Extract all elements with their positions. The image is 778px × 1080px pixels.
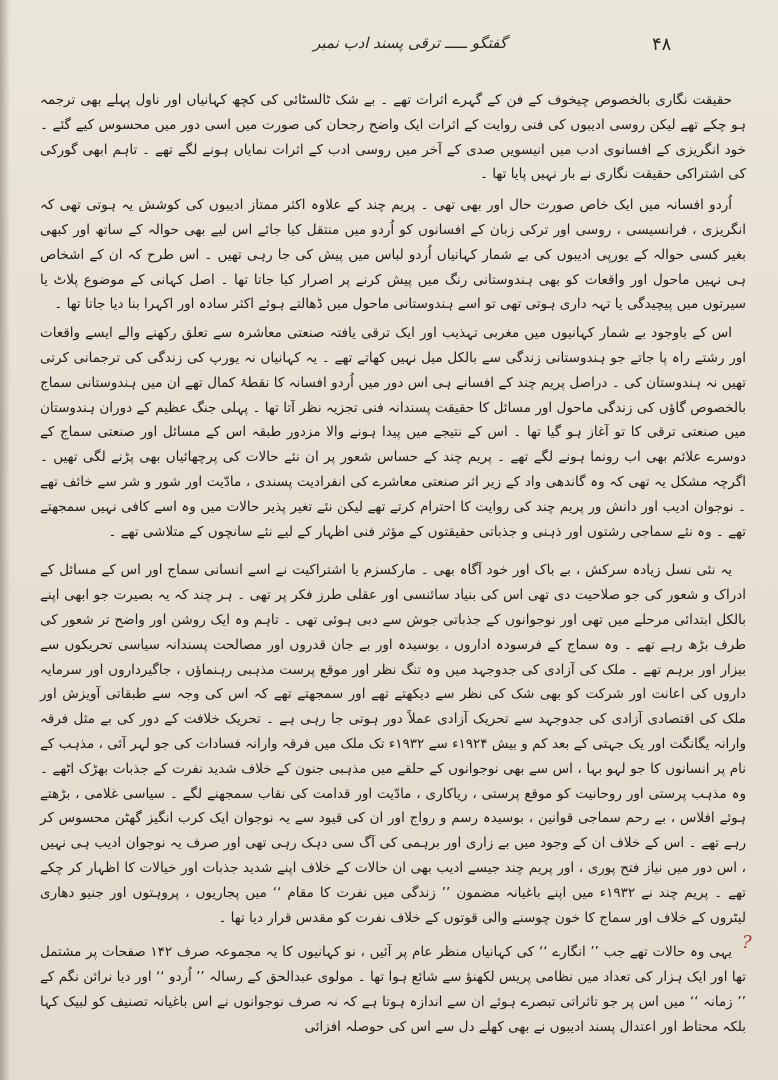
page-number: ۴۸: [652, 34, 672, 55]
paragraph-premchand: اس کے باوجود بے شمار کہانیوں میں مغربی تہذیب اور ایک ترقی یافتہ صنعتی معاشرہ سے تعلق رکھنے والے ایسے واقعات اور رشتے راہ پا جاتے جو ہندوستانی زندگی سے بالکل میل نہیں کھاتے تھے ۔ یہ کہانیاں نہ یورپ کی زندگی کی ترجمانی کرتی تھیں نہ ہندوستان کی ۔ دراصل پریم چند کے افسانے ہی اس دور میں اُردو افسانہ کا نقطۂ کمال تھے ان میں ہندوستانی سماج بالخصوص گاؤں کی زندگی ماحول اور مسائل کا حقیقت پسندانہ فنی تجزیہ نظر آتا تھا ۔ پہلی جنگ عظیم کے دوران ہندوستان میں صنعتی ترقی کا تو آغاز ہو گیا تھا ۔ اس کے نتیجے میں پیدا ہونے والا مزدور طبقہ اس کے مسائل اور صنعتی سماج کے دوسرے علائم بھی اب رونما ہونے لگے تھے ۔ پریم چند کے حساس شعور پر ان نئے حالات کی پرچھائیاں بھی پڑنے لگی تھیں ۔ اگرچہ مشکل یہ تھی کہ وہ گاندھی واد کے زیر اثر صنعتی معاشرے کی انفرادیت پسندی ، مادّیت اور شور و شر سے خائف تھے ۔ نوجوان ادیب اور دانش ور پریم چند کی روایت کا احترام کرتے تھے لیکن نئے تغیر پذیر حالات میں وہ اسے کافی نہیں سمجھتے تھے ۔ وہ نئے سماجی رشتوں اور ذہنی و جذباتی حقیقتوں کے مؤثر فنی اظہار کے لیے نئے سانچوں کے متلاشی تھے ۔: [40, 325, 746, 540]
page-edge-shadow: [0, 0, 10, 1080]
body-text: [40, 88, 746, 1039]
running-title: گفتگو ـــــ ترقی پسند ادب نمبر: [313, 34, 507, 52]
page-header: [0, 30, 778, 60]
paragraph-realism-influence: حقیقت نگاری بالخصوص چیخوف کے فن کے گہرے اثرات تھے ۔ بے شک ٹالسٹائی کی کچھ کہانیاں اور ناول پہلے بھی ترجمہ ہو چکے تھے لیکن روسی ادیبوں کی فنی روایت کے اثرات ایک واضح رجحان کی صورت میں اسی دور میں محسوس کیے گئے ۔ خود انگریزی کے افسانوی ادب میں انیسویں صدی کے آخر میں روسی ادب کے اثرات نمایاں ہونے لگے تھے ۔ تاہم ابھی گورکی کی اشتراکی حقیقت نگاری نے بار نہیں پایا تھا ۔: [40, 92, 746, 183]
paragraph-angarey: یہی وہ حالات تھے جب ’’ انگارے ‘‘ کی کہانیاں منظر عام پر آئیں ، نو کہانیوں کا یہ مجموعہ صرف ۱۴۲ صفحات پر مشتمل تھا اور ایک ہزار کی تعداد میں نظامی پریس لکھنؤ سے شائع ہوا تھا ۔ مولوی عبدالحق کے رسالہ ’’ اُردو ‘‘ اور دیا نرائن نگم کے ’’ زمانہ ‘‘ میں اس پر جو تاثراتی تبصرے ہوئے ان سے اندازہ ہوتا ہے کہ نہ صرف نوجوانوں نے اس باغیانہ تصنیف کو لبیک کہا بلکہ محتاط اور اعتدال پسند ادیبوں نے بھی کھلے دل سے اس کی حوصلہ افزائی: [40, 944, 746, 1035]
paragraph-new-generation: یہ نئی نسل زیادہ سرکش ، بے باک اور خود آگاہ بھی ۔ مارکسزم یا اشتراکیت نے اسے انسانی سماج اور اس کے مسائل کے ادراک و شعور کی جو صلاحیت دی تھی اس کی بنیاد سائنسی اور عقلی طرز فکر پر تھی ۔ ہر چند کہ یہ بصیرت جو ابھی اپنے بالکل ابتدائی مرحلے میں تھی اور نوجوانوں کے جذباتی جوش سے دبی ہوئی تھی ۔ تاہم وہ ایک روشن اور واضح تر شعور کی طرف بڑھ رہے تھے ۔ وہ سماج کے فرسودہ اداروں ، بوسیدہ اور بے جان قدروں اور مصالحت پسندانہ سیاسی تحریکوں سے بیزار اور برہم تھے ۔ ملک کی آزادی کی جدوجہد میں وہ تنگ نظر اور موقع پرست مذہبی رہنماؤں ، جاگیرداروں اور سرمایہ داروں کی اعانت اور شرکت کو بھی شک کی نظر سے دیکھتے تھے اور سمجھتے تھے کہ اس کی وجہ سے طبقاتی آویزش اور ملک کی اقتصادی آزادی کی جدوجہد سے تحریک آزادی عملاً دور ہوتی جا رہی ہے ۔ تحریک خلافت کے دور کی بے مثل فرقہ وارانہ یگانگت اور یک جہتی کے بعد کم و بیش ۱۹۲۴ء سے ۱۹۳۲ء تک ملک میں فرقہ وارانہ فسادات کی جو لہر آئی ، مذہب کے نام پر انسانوں کا جو لہو بہا ، اس سے بھی نوجوانوں کے حلقے میں مذہبی جنون کے خلاف شدید نفرت کے جذبات بھڑک اٹھے ۔ وہ مذہب پرستی اور روحانیت کو موقع پرستی ، ریاکاری ، مادّیت اور قدامت کی نقاب سمجھنے لگے ۔ سیاسی غلامی ، بڑھتے ہوئے افلاس ، بے رحم سماجی قوانین ، بوسیدہ رسم و رواج اور ان کی قیود سے یہ نوجوان ایک کرب انگیز گھٹن محسوس کر رہے تھے ۔ اس کے خلاف ان کے وجود میں بے زاری اور برہمی کی آگ سی دہک رہی تھی اور صرف یہ نوجوان ادیب ہی نہیں ، اس دور میں نیاز فتح پوری ، اور پریم چند جیسے ادیب بھی ان حالات کے خلاف اپنے شدید جذبات اور خیالات کا اظہار کر چکے تھے ۔ پریم چند نے ۱۹۳۲ء میں اپنے باغیانہ مضمون ’’ زندگی میں نفرت کا مقام ‘‘ میں پجاریوں ، پروہتوں اور جنیو دھاری لیٹروں کے خلاف اور سماج کا خون چوسنے والی قوتوں کے خلاف نفرت کو مقدس قرار دیا تھا ۔: [40, 562, 747, 926]
margin-annotation: ?: [742, 932, 752, 953]
paragraph-urdu-short-story: اُردو افسانہ میں ایک خاص صورت حال اور بھی تھی ۔ پریم چند کے علاوہ اکثر ممتاز ادیبوں کی کوشش یہ ہوتی تھی کہ انگریزی ، فرانسیسی ، روسی اور ترکی زبان کے افسانوں کو اُردو میں منتقل کیا جائے اس لیے بھی حوالہ کے ساتھ اور کبھی بغیر کسی حوالہ کے یورپی ادیبوں کی بے شمار کہانیاں اُردو لباس میں پیش کی جا رہی تھیں ۔ اس طرح کہ ان کے اشخاص ہی نہیں ماحول اور واقعات کو بھی ہندوستانی رنگ میں پیش کرنے پر اصرار کیا جاتا تھا ۔ اصل کہانی کے موضوع پلاٹ یا سیرتوں میں پیچیدگی یا تہہ داری ہوتی تھی تو اسے ہندوستانی ماحول میں ڈھالتے ہوئے اکثر سادہ اور اکہرا بنا دیا جاتا تھا ۔: [40, 197, 746, 313]
